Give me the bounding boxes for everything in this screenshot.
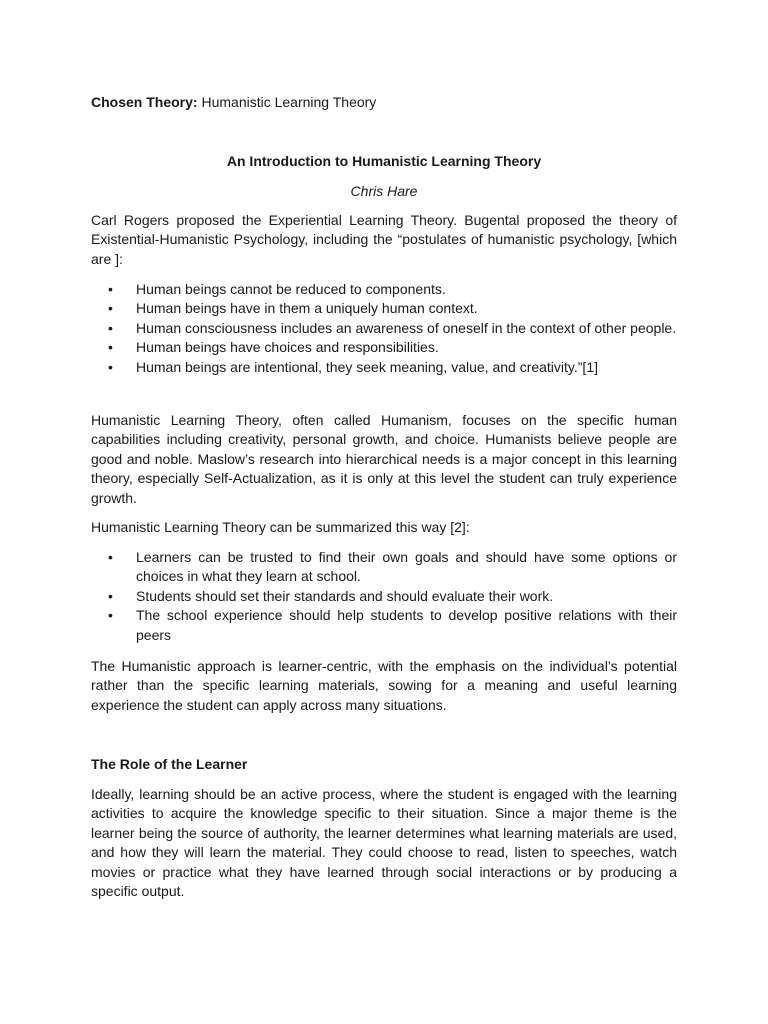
bullet-icon: • xyxy=(108,549,113,565)
bullet-icon: • xyxy=(108,607,113,624)
list-item-text: Students should set their standards and should evaluate their work. xyxy=(136,587,554,604)
list-item-text: Human consciousness includes an awareness of oneself in the context of other people. xyxy=(136,319,677,336)
list-item xyxy=(91,299,677,318)
list-item-text: Learners can be trusted to find their own goals and should have some options or choices in what they learn at school. xyxy=(136,549,677,585)
section-heading: The Role of the Learner xyxy=(91,756,248,772)
bullet-icon: • xyxy=(108,319,113,336)
summary-intro-paragraph: Humanistic Learning Theory can be summarized this way [2]: xyxy=(91,519,470,535)
bullet-icon: • xyxy=(108,281,113,297)
list-item xyxy=(91,358,677,377)
bullet-icon: • xyxy=(108,587,113,604)
chosen-theory-line xyxy=(91,93,376,111)
list-item xyxy=(91,338,677,357)
list-item-text: The school experience should help students to develop positive relations with their peers xyxy=(136,607,677,643)
list-item xyxy=(91,606,677,645)
bullet-icon: • xyxy=(108,300,113,317)
list-item-text: Human beings have in them a uniquely human context. xyxy=(136,300,478,317)
postulates-list xyxy=(91,280,677,377)
list-item-text: Human beings cannot be reduced to components. xyxy=(136,281,446,297)
humanism-paragraph: Humanistic Learning Theory, often called Humanism, focuses on the specific human capabilities including creativity, personal growth, and choice. Humanists believe people are good and noble. Maslow’s research into hierarchical needs is a major concept in this learning theory, especially Self-Actualization, as it is only at this level the student can truly experience growth. xyxy=(91,412,677,506)
summary-list xyxy=(91,548,677,645)
bullet-icon: • xyxy=(108,358,113,375)
document-title: An Introduction to Humanistic Learning Theory xyxy=(226,153,542,169)
role-of-learner-paragraph: Ideally, learning should be an active process, where the student is engaged with the learning activities to acquire the knowledge specific to their situation. Since a major theme is the learner being the source of authority, the learner determines what learning materials are used, and how they will learn the material. They could choose to read, listen to speeches, watch movies or practice what they have learned through social interactions or by producing a specific output. xyxy=(91,786,677,900)
list-item xyxy=(91,587,677,606)
bullet-icon: • xyxy=(108,339,113,356)
document-author: Chris Hare xyxy=(350,183,418,199)
chosen-theory-value: Humanistic Learning Theory xyxy=(201,94,377,110)
list-item-text: Human beings have choices and responsibilities. xyxy=(136,339,439,356)
list-item xyxy=(91,319,677,338)
list-item xyxy=(91,280,677,299)
chosen-theory-label: Chosen Theory: xyxy=(91,94,198,110)
intro-paragraph: Carl Rogers proposed the Experiential Learning Theory. Bugental proposed the theory of Existential-Humanistic Psychology, including the “postulates of humanistic psychology, [which are ]: xyxy=(91,212,677,267)
list-item xyxy=(91,548,677,587)
learner-centric-paragraph: The Humanistic approach is learner-centric, with the emphasis on the individual’s potential rather than the specific learning materials, sowing for a meaning and useful learning experience the student can apply across many situations. xyxy=(91,658,677,713)
list-item-text: Human beings are intentional, they seek meaning, value, and creativity.”[1] xyxy=(136,358,598,375)
